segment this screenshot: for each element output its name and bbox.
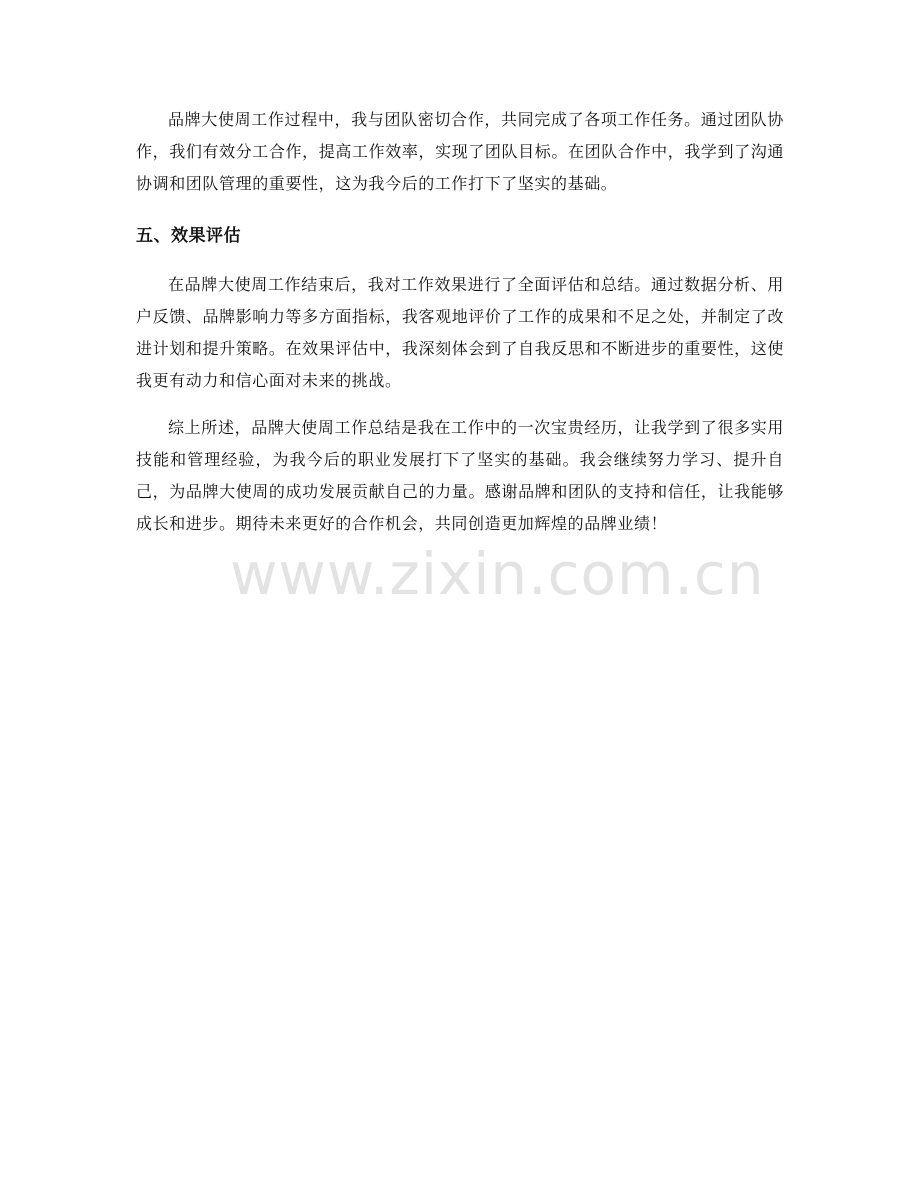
paragraph-evaluation: 在品牌大使周工作结束后，我对工作效果进行了全面评估和总结。通过数据分析、用户反馈、品牌影响力等多方面指标，我客观地评价了工作的成果和不足之处，并制定了改进计划和提升策略。在效果评估中，我深刻体会到了自我反思和不断进步的重要性，这使我更有动力和信心面对未来的挑战。: [136, 275, 784, 390]
section-heading-effect-evaluation: 五、效果评估: [136, 226, 241, 246]
paragraph-conclusion: 综上所述，品牌大使周工作总结是我在工作中的一次宝贵经历，让我学到了很多实用技能和管理经验，为我今后的职业发展打下了坚实的基础。我会继续努力学习、提升自己，为品牌大使周的成功发展贡献自己的力量。感谢品牌和团队的支持和信任，让我能够成长和进步。期待未来更好的合作机会，共同创造更加辉煌的品牌业绩！: [136, 418, 784, 533]
paragraph-teamwork: 品牌大使周工作过程中，我与团队密切合作，共同完成了各项工作任务。通过团队协作，我们有效分工合作，提高工作效率，实现了团队目标。在团队合作中，我学到了沟通协调和团队管理的重要性，这为我今后的工作打下了坚实的基础。: [136, 110, 784, 193]
watermark-text: www.zixin.com.cn: [230, 540, 765, 608]
document-page: [136, 104, 784, 540]
